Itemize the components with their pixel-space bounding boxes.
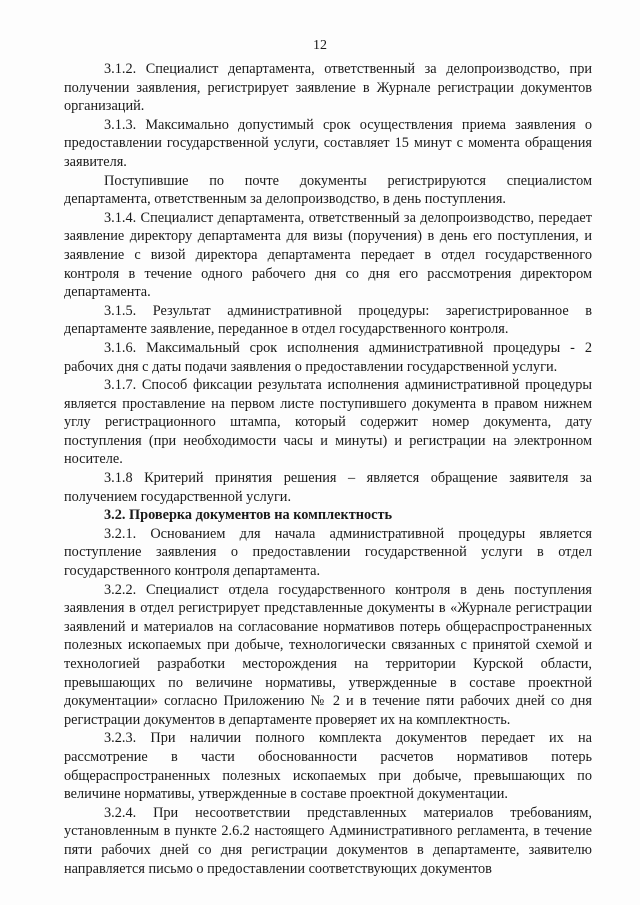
paragraph-3-2-1: 3.2.1. Основанием для начала административной процедуры является поступление заявления о предоставлении государственной услуги в отдел государственного контроля департамента.: [64, 525, 592, 580]
paragraph-3-1-3: 3.1.3. Максимально допустимый срок осуществления приема заявления о предоставлении государственной услуги, составляет 15 минут с момента обращения заявителя.: [64, 116, 592, 170]
paragraph-3-1-8: 3.1.8 Критерий принятия решения – является обращение заявителя за получением государственной услуги.: [64, 470, 592, 505]
document-body: [64, 60, 592, 878]
paragraph-3-2-2: 3.2.2. Специалист отдела государственного контроля в день поступления заявления в отдел регистрирует представленные документы в «Журнале регистрации заявлений и материалов на согласование нормативов потерь общераспространенных полезных ископаемых при добыче, технологически связанных с принятой схемой и технологией разработки месторождения на территории Курской области, превышающих по величине нормативы, утвержденные в составе проектной документации» согласно Приложению № 2 и в течение пяти рабочих дней со дня регистрации документов в департаменте проверяет их на комплектность.: [64, 581, 592, 728]
section-heading-3-2: 3.2. Проверка документов на комплектность: [104, 507, 393, 524]
paragraph-3-1-5: 3.1.5. Результат административной процедуры: зарегистрированное в департаменте заявление, переданное в отдел государственного контроля.: [64, 302, 592, 338]
page-number: 12: [313, 38, 327, 53]
paragraph-3-2-3: 3.2.3. При наличии полного комплекта документов передает их на рассмотрение в части обоснованности расчетов нормативов потерь общераспространенных полезных ископаемых при добыче, превышающих по величине нормативы, утвержденные в составе проектной документации.: [64, 730, 592, 803]
paragraph-3-2-4: 3.2.4. При несоответствии представленных материалов требованиям, установленным в пункте 2.6.2 настоящего Административного регламента, в течение пяти рабочих дней со дня регистрации документов в департаменте, заявителю направляется письмо о предоставлении соответствующих документов: [64, 804, 592, 877]
paragraph-3-1-6: 3.1.6. Максимальный срок исполнения административной процедуры - 2 рабочих дня с даты подачи заявления о предоставлении государственной услуги.: [64, 339, 592, 375]
paragraph-3-1-7: 3.1.7. Способ фиксации результата исполнения административной процедуры является проставление на первом листе поступившего документа в правом нижнем углу регистрационного штампа, который содержит номер документа, дату поступления (при необходимости часы и минуты) и регистрации на электронном носителе.: [64, 377, 592, 468]
paragraph-3-1-4: 3.1.4. Специалист департамента, ответственный за делопроизводство, передает заявление директору департамента для визы (поручения) в день его поступления, и заявление с визой директора департамента передает в отдел государственного контроля в течение одного рабочего дня со дня его рассмотрения директором департамента.: [64, 209, 592, 301]
paragraph-mail-documents: Поступившие по почте документы регистрируются специалистом департамента, ответственным за делопроизводство, в день поступления.: [64, 172, 592, 208]
paragraph-3-1-2: 3.1.2. Специалист департамента, ответственный за делопроизводство, при получении заявления, регистрирует заявление в Журнале регистрации документов организаций.: [64, 61, 592, 115]
